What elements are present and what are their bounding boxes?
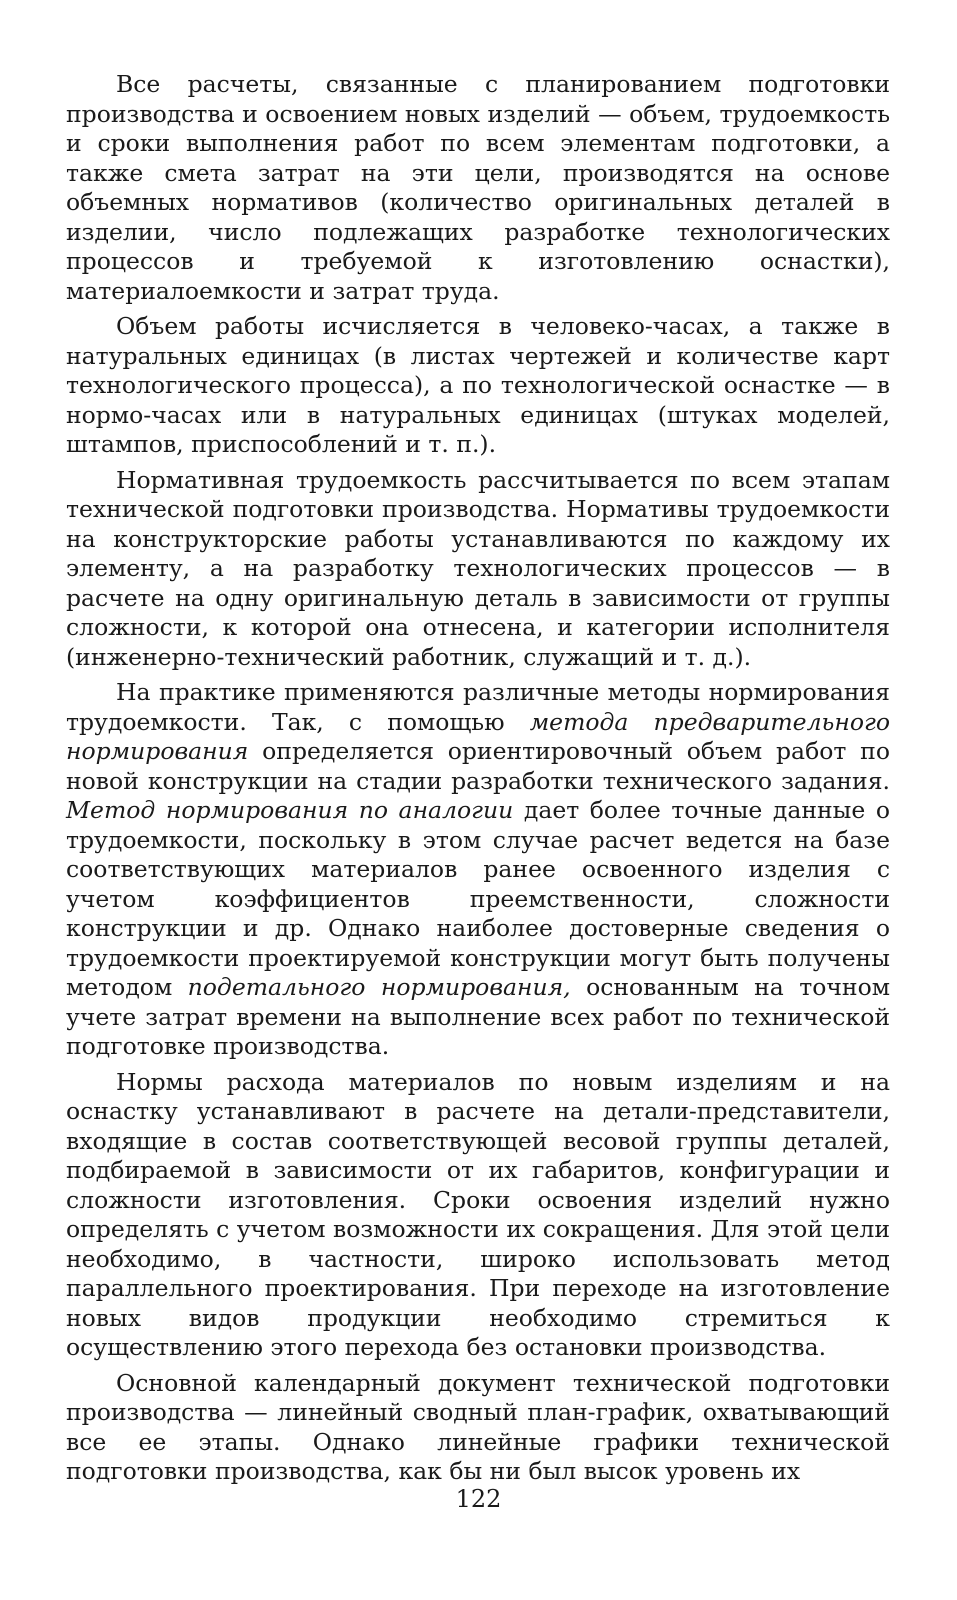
italic-term: метода предварительного нормирования <box>66 707 890 765</box>
page-body <box>66 70 890 1487</box>
paragraph-3 <box>66 466 890 673</box>
text-run: Объем работы исчисляется в человеко-часах, а также в натуральных единицах (в листах чертежей и количестве карт технологического процесса), а по технологической оснастке — в нормо-часах или в натуральных единицах (штуках моделей, штампов, приспособлений и т. п.). <box>66 312 890 458</box>
text-run: На практике применяются различные методы нормирования трудоемкости. Так, с помощью <box>66 678 890 736</box>
text-run: определяется ориентировочный объем работ по новой конструкции на стадии разработки технического задания. <box>66 737 890 795</box>
text-run: Нормы расхода материалов по новым изделиям и на оснастку устанавливают в расчете на детали-представители, входящие в состав соответствующей весовой группы деталей, подбираемой в зависимости от их габаритов, конфигурации и сложности изготовления. Сроки освоения изделий нужно определять с учетом возможности их сокращения. Для этой цели необходимо, в частности, широко использовать метод параллельного проектирования. При переходе на изготовление новых видов продукции необходимо стремиться к осуществлению этого перехода без остановки производства. <box>66 1067 890 1361</box>
paragraph-4 <box>66 678 890 1062</box>
paragraph-5 <box>66 1068 890 1363</box>
paragraph-2 <box>66 312 890 460</box>
text-run: Нормативная трудоемкость рассчитывается по всем этапам технической подготовки производства. Нормативы трудоемкости на конструкторские работы устанавливаются по каждому их элементу, а на разработку технологических процессов — в расчете на одну оригинальную деталь в зависимости от группы сложности, к которой она отнесена, и категории исполнителя (инженерно-технический работник, служащий и т. д.). <box>66 465 890 671</box>
paragraph-6 <box>66 1369 890 1487</box>
text-run: Все расчеты, связанные с планированием подготовки производства и освоением новых изделий — объем, трудоемкость и сроки выполнения работ по всем элементам подготовки, а также смета затрат на эти цели, производятся на основе объемных нормативов (количество оригинальных деталей в изделии, число подлежащих разработке технологических процессов и требуемой к изготовлению оснастки), материалоемкости и затрат труда. <box>66 70 890 305</box>
italic-term: Метод нормирования по аналогии <box>66 796 514 824</box>
text-run: основанным на точном учете затрат времени на выполнение всех работ по технической подготовке производства. <box>66 973 890 1060</box>
italic-term: подетального нормирования, <box>187 973 571 1001</box>
text-run: Основной календарный документ технической подготовки производства — линейный сводный план-график, охватывающий все ее этапы. Однако линейные графики технической подготовки производства, как бы ни был высок уровень их <box>66 1368 890 1485</box>
text-run: дает более точные данные о трудоемкости, поскольку в этом случае расчет ведется на базе соответствующих материалов ранее освоенного изделия с учетом коэффициентов преемственности, сложности конструкции и др. Однако наиболее достоверные сведения о трудоемкости проектируемой конструкции могут быть получены методом <box>66 796 890 1001</box>
page-number: 122 <box>455 1485 502 1513</box>
paragraph-1 <box>66 70 890 306</box>
